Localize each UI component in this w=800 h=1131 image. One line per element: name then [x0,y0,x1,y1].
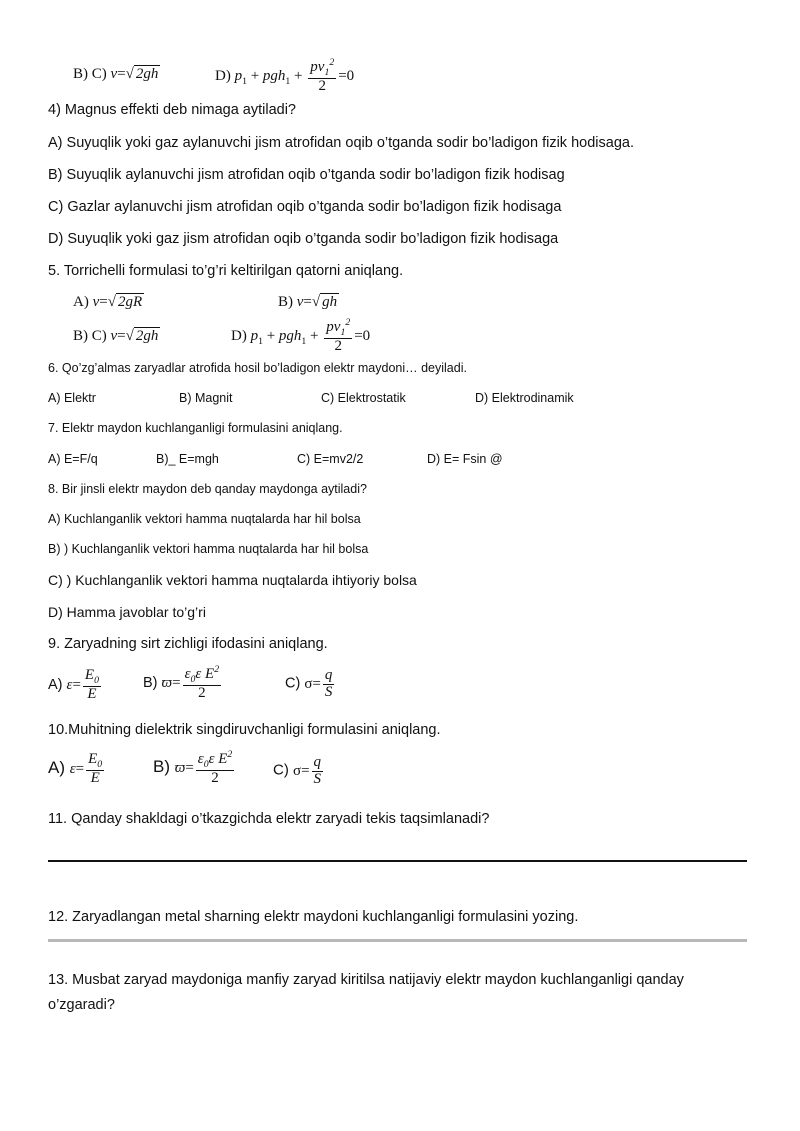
q10-formula-a: ε= $\frac{E_0}{E}$ [69,751,103,787]
question-8: 8. Bir jinsli elektr maydon deb qanday maydonga aytiladi? [48,482,367,496]
q6-option-b: B) Magnit [179,391,233,405]
q5-formula-d: $p_1 + pgh_1$ + $\frac{pv_1^2}{2}$ =0 [250,317,371,355]
q10-formula-c: σ= $\frac{q}{S}$ [293,754,322,787]
q10-option-c: C) σ= $\frac{q}{S}$ [273,755,325,788]
answer-line-12[interactable] [48,939,747,942]
q7-option-c: C) E=mv2/2 [297,452,364,466]
q4-option-c: C) Gazlar aylanuvchi jism atrofidan oqib o’tganda sodir bo’ladigon fizik hodisaga [48,199,562,215]
top-option-row [73,66,160,83]
q7-option-d: D) E= Fsin @ [427,452,503,466]
q4-option-b: B) Suyuqlik aylanuvchi jism atrofidan oqib o’tganda sodir bo’ladigon fizik hodisag [48,167,565,183]
q9-option-b: B) ϖ= $\frac{\varepsilon_0\varepsilon E^2}{2}$ [143,665,223,702]
q5-option-b: B) v=√ gh [278,294,338,310]
question-4: 4) Magnus effekti deb nimaga aytiladi? [48,102,296,118]
q10-option-b: B) ϖ= $\frac{\varepsilon_0\varepsilon E^2}{2}$ [153,750,236,787]
q5-option-a: A) v=√ 2gR [73,294,143,310]
option-d-label: D) [215,67,231,84]
q8-option-d: D) Hamma javoblar to’g’ri [48,604,206,620]
q7-option-b: B)_ E=mgh [156,452,219,466]
q6-option-c: C) Elektrostatik [321,391,406,405]
question-10: 10.Muhitning dielektrik singdiruvchanligi formulasini aniqlang. [48,722,441,738]
q6-option-d: D) Elektrodinamik [475,391,574,405]
q6-option-a: A) Elektr [48,391,96,405]
q9-formula-b: ϖ= $\frac{\varepsilon_0\varepsilon E^2}{2}$ [161,664,220,702]
q9-option-c: C) σ= $\frac{q}{S}$ [285,668,336,701]
question-9: 9. Zaryadning sirt zichligi ifodasini aniqlang. [48,636,328,652]
formula-c: v=√ 2gh [110,66,159,82]
q8-option-b: B) ) Kuchlanganlik vektori hamma nuqtalarda har hil bolsa [48,542,369,556]
q10-option-a: A) ε= $\frac{E_0}{E}$ [48,752,106,787]
top-option-d [215,58,354,95]
question-6: 6. Qo’zg’almas zaryadlar atrofida hosil bo’ladigon elektr maydoni… deyiladi. [48,361,467,375]
q5-option-d: D) $p_1 + pgh_1$ + $\frac{pv_1^2}{2}$ =0 [231,317,371,355]
q5-formula-a: v=√ 2gR [92,294,143,310]
question-13-line-1: 13. Musbat zaryad maydoniga manfiy zaryad kiritilsa natijaviy elektr maydon kuchlanganligi qanday [48,972,684,988]
q9-option-a: A) ε= $\frac{E_0}{E}$ [48,668,103,703]
q8-option-a: A) Kuchlanganlik vektori hamma nuqtalarda har hil bolsa [48,512,361,526]
option-c-label: C) [91,66,107,82]
q4-option-d: D) Suyuqlik yoki gaz jism atrofidan oqib o’tganda sodir bo’ladigon fizik hodisaga [48,231,559,247]
q9-formula-c: σ= $\frac{q}{S}$ [304,667,333,700]
q5-formula-b: v=√ gh [296,294,338,310]
question-7: 7. Elektr maydon kuchlanganligi formulasini aniqlang. [48,421,343,435]
formula-d: $p_1 + pgh_1$ + $\frac{pv_1^2}{2}$ =0 [234,57,355,95]
question-12: 12. Zaryadlangan metal sharning elektr maydoni kuchlanganligi formulasini yozing. [48,909,579,925]
q5-option-c: B) C) v=√ 2gh [73,328,159,344]
q9-formula-a: ε= $\frac{E_0}{E}$ [66,667,99,703]
question-11: 11. Qanday shakldagi o’tkazgichda elektr zaryadi tekis taqsimlanadi? [48,811,490,827]
q5-formula-c: v=√ 2gh [110,328,159,344]
q4-option-a: A) Suyuqlik yoki gaz aylanuvchi jism atrofidan oqib o’tganda sodir bo’ladigon fizik hodisaga. [48,135,634,151]
answer-line-11[interactable] [48,860,747,862]
question-13-line-2: o’zgaradi? [48,997,115,1013]
q8-option-c: C) ) Kuchlanganlik vektori hamma nuqtalarda ihtiyoriy bolsa [48,572,417,588]
question-5: 5. Torrichelli formulasi to’g’ri keltirilgan qatorni aniqlang. [48,263,404,279]
q7-option-a: A) E=F/q [48,452,98,466]
q10-formula-b: ϖ= $\frac{\varepsilon_0\varepsilon E^2}{2}$ [174,749,233,787]
option-b-label: B) [73,66,88,82]
